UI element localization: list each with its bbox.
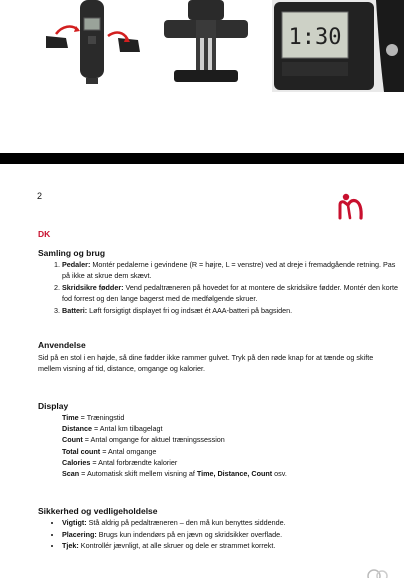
item-label: Tjek: bbox=[62, 541, 79, 550]
step-text: Vend pedaltræneren på hovedet for at montere de skridsikre fødder. Montér den korte fod forrest og den lange bagerst med de medfølgende skruer. bbox=[62, 283, 398, 303]
step-label: Batteri: bbox=[62, 306, 88, 315]
page-number: 2 bbox=[37, 191, 43, 201]
step-label: Skridsikre fødder: bbox=[62, 283, 124, 292]
list-item bbox=[62, 305, 402, 316]
term-text: = Automatisk skift mellem visning af bbox=[79, 469, 197, 479]
term-suffix: osv. bbox=[272, 469, 287, 479]
list-item bbox=[62, 423, 362, 434]
black-divider-bar bbox=[0, 153, 404, 164]
term-text: = Antal omgange bbox=[100, 446, 157, 456]
list-item bbox=[62, 529, 402, 541]
term-text: = Antal forbrændte kalorier bbox=[90, 457, 178, 467]
item-label: Placering: bbox=[62, 529, 97, 539]
product-photos bbox=[0, 0, 404, 92]
list-item bbox=[62, 446, 362, 457]
display-reading: 1:30 bbox=[288, 25, 342, 50]
section-title-display: Display bbox=[38, 401, 69, 411]
brand-logo-icon bbox=[336, 191, 366, 221]
item-label: Vigtigt: bbox=[62, 518, 87, 527]
item-text: Kontrollér jævnligt, at alle skruer og dele er strammet korrekt. bbox=[78, 541, 276, 550]
section-title-usage: Anvendelse bbox=[38, 340, 86, 350]
step-label: Pedaler: bbox=[62, 260, 91, 269]
step-text: Montér pedalerne i gevindene (R = højre, L = venstre) ved at dreje i fremadgående retning. Pas på ikke at skrue dem skævt. bbox=[62, 260, 396, 280]
term-label: Count bbox=[62, 435, 83, 445]
term-text: = Antal km tilbagelagt bbox=[91, 424, 163, 434]
term-label: Calories bbox=[62, 457, 91, 467]
term-label: Time bbox=[62, 413, 79, 422]
pedal-exerciser-photo-2 bbox=[158, 0, 254, 92]
assembly-steps bbox=[38, 259, 402, 317]
list-item bbox=[62, 468, 362, 479]
section-title-assembly: Samling og brug bbox=[38, 248, 106, 258]
list-item bbox=[62, 412, 362, 423]
usage-paragraph: Sid på en stol i en højde, så dine fødder ikke rammer gulvet. Tryk på den røde knap for at tænde og skifte mellem visning af tid, distance, omgange og kalorier. bbox=[38, 353, 374, 373]
list-item bbox=[62, 540, 402, 552]
pedal-exerciser-photo-1 bbox=[36, 0, 148, 92]
term-text: = Antal omgange for aktuel træningssession bbox=[82, 435, 225, 445]
list-item bbox=[62, 259, 402, 281]
language-code: DK bbox=[38, 229, 51, 239]
display-closeup-photo bbox=[272, 0, 404, 92]
item-text: Brugs kun indendørs på en jævn og skridsikker overflade. bbox=[96, 529, 283, 539]
safety-list bbox=[38, 517, 402, 552]
section-title-safety: Sikkerhed og vedligeholdelse bbox=[38, 506, 158, 516]
display-definitions bbox=[62, 412, 362, 479]
term-text: = Træningstid bbox=[78, 413, 125, 422]
term-label: Scan bbox=[62, 469, 80, 479]
list-item bbox=[62, 517, 402, 529]
list-item bbox=[62, 457, 362, 468]
term-label: Total count bbox=[62, 446, 101, 456]
scan-modes: Time, Distance, Count bbox=[196, 469, 273, 479]
list-item bbox=[62, 434, 362, 445]
term-label: Distance bbox=[62, 424, 92, 434]
step-text: Løft forsigtigt displayet fri og indsæt ét AAA-batteri på bagsiden. bbox=[87, 306, 293, 315]
scroll-corner-icon bbox=[366, 566, 388, 578]
list-item bbox=[62, 282, 402, 304]
item-text: Stå aldrig på pedaltræneren – den må kun benyttes siddende. bbox=[86, 518, 286, 527]
